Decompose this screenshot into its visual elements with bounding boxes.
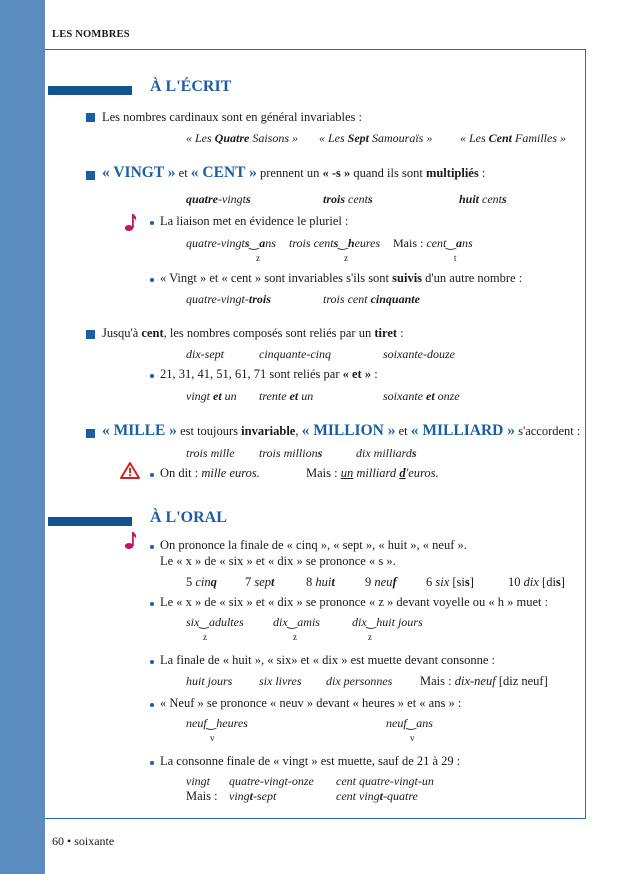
sound-z: z: [368, 632, 372, 642]
mais-label: Mais :: [186, 789, 218, 803]
liaison-example-2: trois cents‿heures: [289, 236, 381, 250]
sound-z: z: [203, 632, 207, 642]
p4-text: « MILLE » est toujours invariable, « MILLION » et « MILLIARD » s'accordent :: [102, 422, 581, 439]
sound-z: z: [293, 632, 297, 642]
example-vingt: vingt: [186, 774, 210, 788]
example-trois-cents: trois cents: [323, 192, 373, 206]
bullet-dot: [150, 473, 154, 477]
music-note-icon: [124, 530, 138, 550]
square-bullet-icon: [86, 113, 95, 122]
oral-b1-line2: Le « x » de « six » et « dix » se prononce « s ».: [160, 554, 396, 568]
p2-text: « VINGT » et « CENT » prennent un « -s » quand ils sont multipliés :: [102, 164, 486, 181]
example-neuf-ans: neuf‿ans: [386, 716, 433, 730]
example-dix-milliards: dix milliards: [356, 446, 417, 460]
oral-b5: La consonne finale de « vingt » est muette, sauf de 21 à 29 :: [160, 754, 461, 768]
example-dix-amis: dix‿amis: [273, 615, 320, 629]
oral-b3: La finale de « huit », « six» et « dix » est muette devant consonne :: [160, 653, 495, 667]
example-six-adultes: six‿adultes: [186, 615, 244, 629]
bullet-dot: [150, 761, 154, 765]
example-soixante-douze: soixante-douze: [383, 347, 455, 361]
liaison-sound-z: z: [256, 253, 260, 263]
number-6: 6 six [sis]: [426, 575, 474, 589]
warning-mais: Mais : un milliard d'euros.: [306, 466, 439, 480]
example-trente-et-un: trente et un: [259, 389, 314, 403]
section-title-oral: À L'ORAL: [150, 509, 227, 526]
music-note-icon: [124, 212, 138, 232]
example-quatre-vingt-onze: quatre-vingt-onze: [229, 774, 314, 788]
section-bar: [48, 517, 132, 526]
warning-triangle-icon: [120, 462, 140, 479]
example-cent-familles: « Les Cent Familles »: [460, 131, 567, 145]
square-bullet-icon: [86, 330, 95, 339]
bullet-dot: [150, 660, 154, 664]
bullet-dot: [150, 602, 154, 606]
oral-b1-line1: On prononce la finale de « cinq », « sept », « huit », « neuf ».: [160, 538, 467, 552]
example-cinquante-cinq: cinquante-cinq: [259, 347, 331, 361]
example-huit-cents: huit cents: [459, 192, 507, 206]
example-vingt-et-un: vingt et un: [186, 389, 237, 403]
example-dix-huit-jours: dix‿huit jours: [352, 615, 423, 629]
example-trois-millions: trois millions: [259, 446, 323, 460]
number-9: 9 neuf: [365, 575, 397, 589]
invariable-text: « Vingt » et « cent » sont invariables s'ils sont suivis d'un autre nombre :: [160, 271, 523, 285]
liaison-example-3: Mais : cent‿ans: [393, 236, 473, 250]
p3-text: Jusqu'à cent, les nombres composés sont reliés par un tiret :: [102, 326, 404, 340]
example-trois-mille: trois mille: [186, 446, 235, 460]
example-huit-jours: huit jours: [186, 674, 233, 688]
bullet-dot: [150, 703, 154, 707]
side-band: [0, 0, 45, 874]
liaison-sound-t: t: [454, 253, 457, 263]
number-10: 10 dix [dis]: [508, 575, 565, 589]
number-8: 8 huit: [306, 575, 335, 589]
example-trois-cent-cinquante: trois cent cinquante: [323, 292, 420, 306]
bullet-dot: [150, 374, 154, 378]
liaison-text: La liaison met en évidence le pluriel :: [160, 214, 349, 228]
sound-v: v: [210, 733, 215, 743]
bullet-dot: [150, 278, 154, 282]
example-sept-samourais: « Les Sept Samouraïs »: [319, 131, 433, 145]
page-footer: 60 • soixante: [52, 834, 115, 848]
sound-v: v: [410, 733, 415, 743]
example-soixante-et-onze: soixante et onze: [383, 389, 460, 403]
p1-text: Les nombres cardinaux sont en général invariables :: [102, 110, 362, 124]
liaison-sound-z: z: [344, 253, 348, 263]
square-bullet-icon: [86, 171, 95, 180]
example-dix-sept: dix-sept: [186, 347, 224, 361]
example-quatre-vingts: quatre-vingts: [186, 192, 251, 206]
example-neuf-heures: neuf‿heures: [186, 716, 248, 730]
example-six-livres: six livres: [259, 674, 302, 688]
number-7: 7 sept: [245, 575, 275, 589]
bullet-dot: [150, 221, 154, 225]
square-bullet-icon: [86, 429, 95, 438]
example-quatre-saisons: « Les Quatre Saisons »: [186, 131, 299, 145]
example-cent-quatre-vingt-un: cent quatre-vingt-un: [336, 774, 434, 788]
example-quatre-vingt-trois: quatre-vingt-trois: [186, 292, 271, 306]
example-vingt-sept: vingt-sept: [229, 789, 277, 803]
bullet-dot: [150, 545, 154, 549]
warning-text: On dit : mille euros.: [160, 466, 260, 480]
oral-b4: « Neuf » se prononce « neuv » devant « heures » et « ans » :: [160, 696, 462, 710]
oral-b2: Le « x » de « six » et « dix » se prononce « z » devant voyelle ou « h » muet :: [160, 595, 549, 609]
section-bar: [48, 86, 132, 95]
number-5: 5 cinq: [186, 575, 217, 589]
example-dix-personnes: dix personnes: [326, 674, 393, 688]
et-text: 21, 31, 41, 51, 61, 71 sont reliés par « et » :: [160, 367, 378, 381]
page-header: LES NOMBRES: [52, 29, 130, 40]
section-title-ecrit: À L'ÉCRIT: [150, 78, 232, 95]
example-cent-vingt-quatre: cent vingt-quatre: [336, 789, 418, 803]
example-dix-neuf: Mais : dix-neuf [diz neuf]: [420, 674, 548, 688]
liaison-example-1: quatre-vingts‿ans: [186, 236, 276, 250]
